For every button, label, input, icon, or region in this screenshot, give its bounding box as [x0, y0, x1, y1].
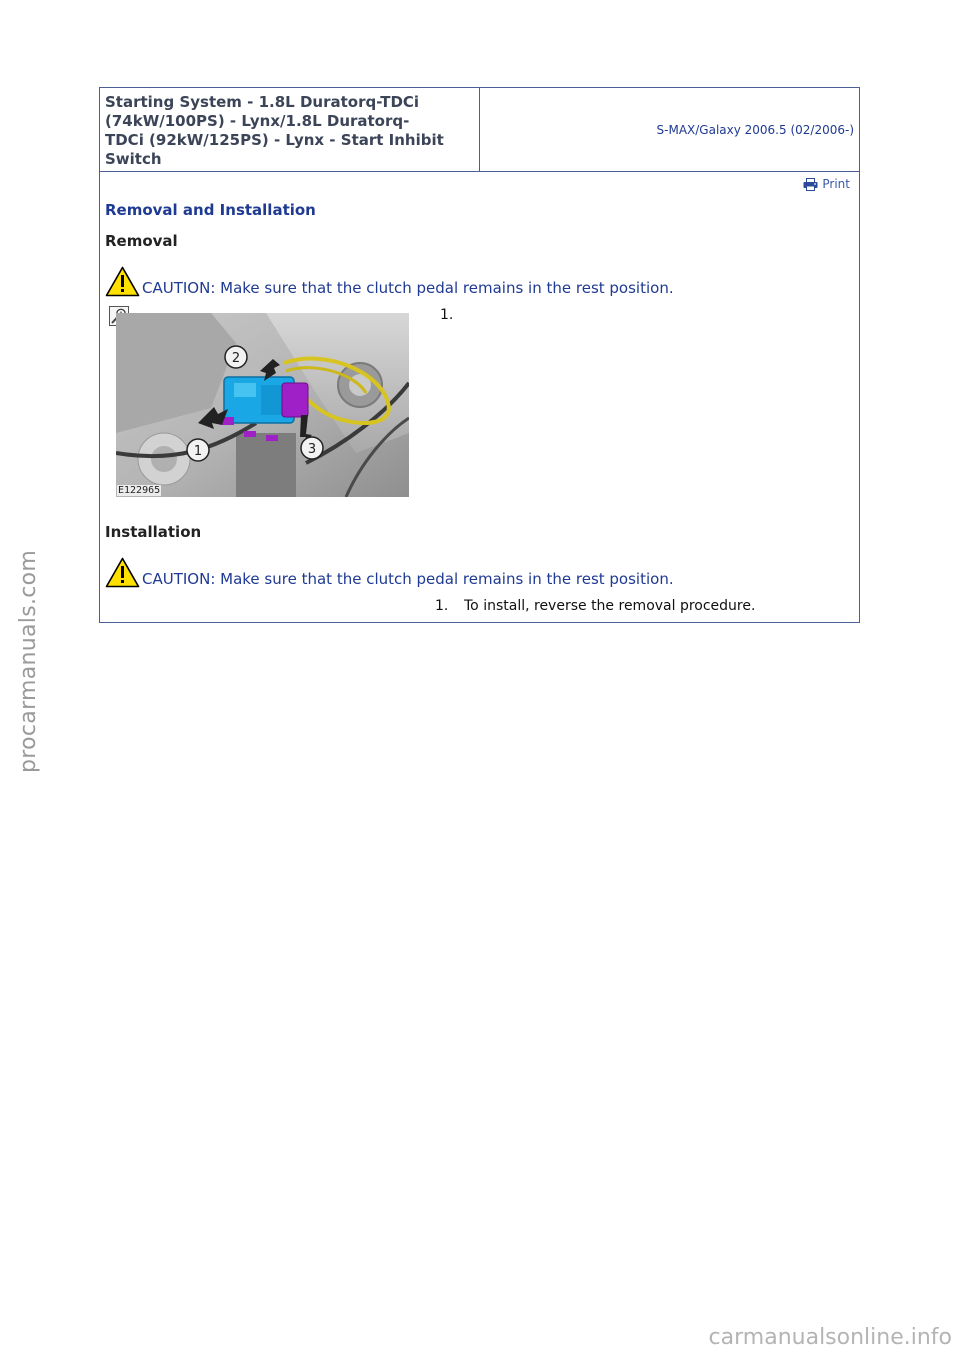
figure-label: E122965: [118, 485, 161, 496]
removal-caution: [105, 266, 674, 297]
caution-text: CAUTION: Make sure that the clutch pedal remains in the rest position.: [142, 570, 674, 588]
installation-caution: [105, 557, 674, 588]
document-body: [100, 172, 859, 622]
warning-triangle-icon: [105, 557, 140, 588]
title-line: (74kW/100PS) - Lynx/1.8L Duratorq-: [105, 112, 410, 130]
callout-1: 1: [193, 444, 203, 459]
callout-3: 3: [307, 442, 317, 457]
vehicle-model-text: S-MAX/Galaxy 2006.5 (02/2006-): [656, 122, 854, 137]
callout-2: 2: [231, 351, 241, 366]
installation-step-number: 1.: [435, 598, 449, 614]
print-label: Print: [822, 177, 850, 191]
caution-text: CAUTION: Make sure that the clutch pedal remains in the rest position.: [142, 279, 674, 297]
warning-triangle-icon: [105, 266, 140, 297]
side-watermark: procarmanuals.com: [16, 549, 41, 773]
document-header: [100, 88, 859, 172]
removal-heading: Removal: [105, 232, 178, 250]
start-inhibit-switch-figure[interactable]: [116, 313, 409, 497]
title-line: TDCi (92kW/125PS) - Lynx - Start Inhibit: [105, 131, 444, 149]
bottom-watermark: carmanualsonline.info: [708, 1325, 952, 1350]
title-line: Starting System - 1.8L Duratorq-TDCi: [105, 93, 420, 111]
printer-icon: [803, 178, 818, 191]
installation-step-text: To install, reverse the removal procedure.: [464, 598, 756, 614]
removal-step-number: 1.: [440, 307, 454, 323]
procedure-document: [99, 87, 860, 623]
switch-illustration: [116, 313, 409, 497]
installation-heading: Installation: [105, 523, 202, 541]
vehicle-model: [480, 88, 859, 171]
print-link[interactable]: [803, 177, 850, 191]
section-title: Removal and Installation: [105, 201, 316, 219]
title-line: Switch: [105, 150, 162, 168]
procedure-title: [100, 88, 480, 171]
